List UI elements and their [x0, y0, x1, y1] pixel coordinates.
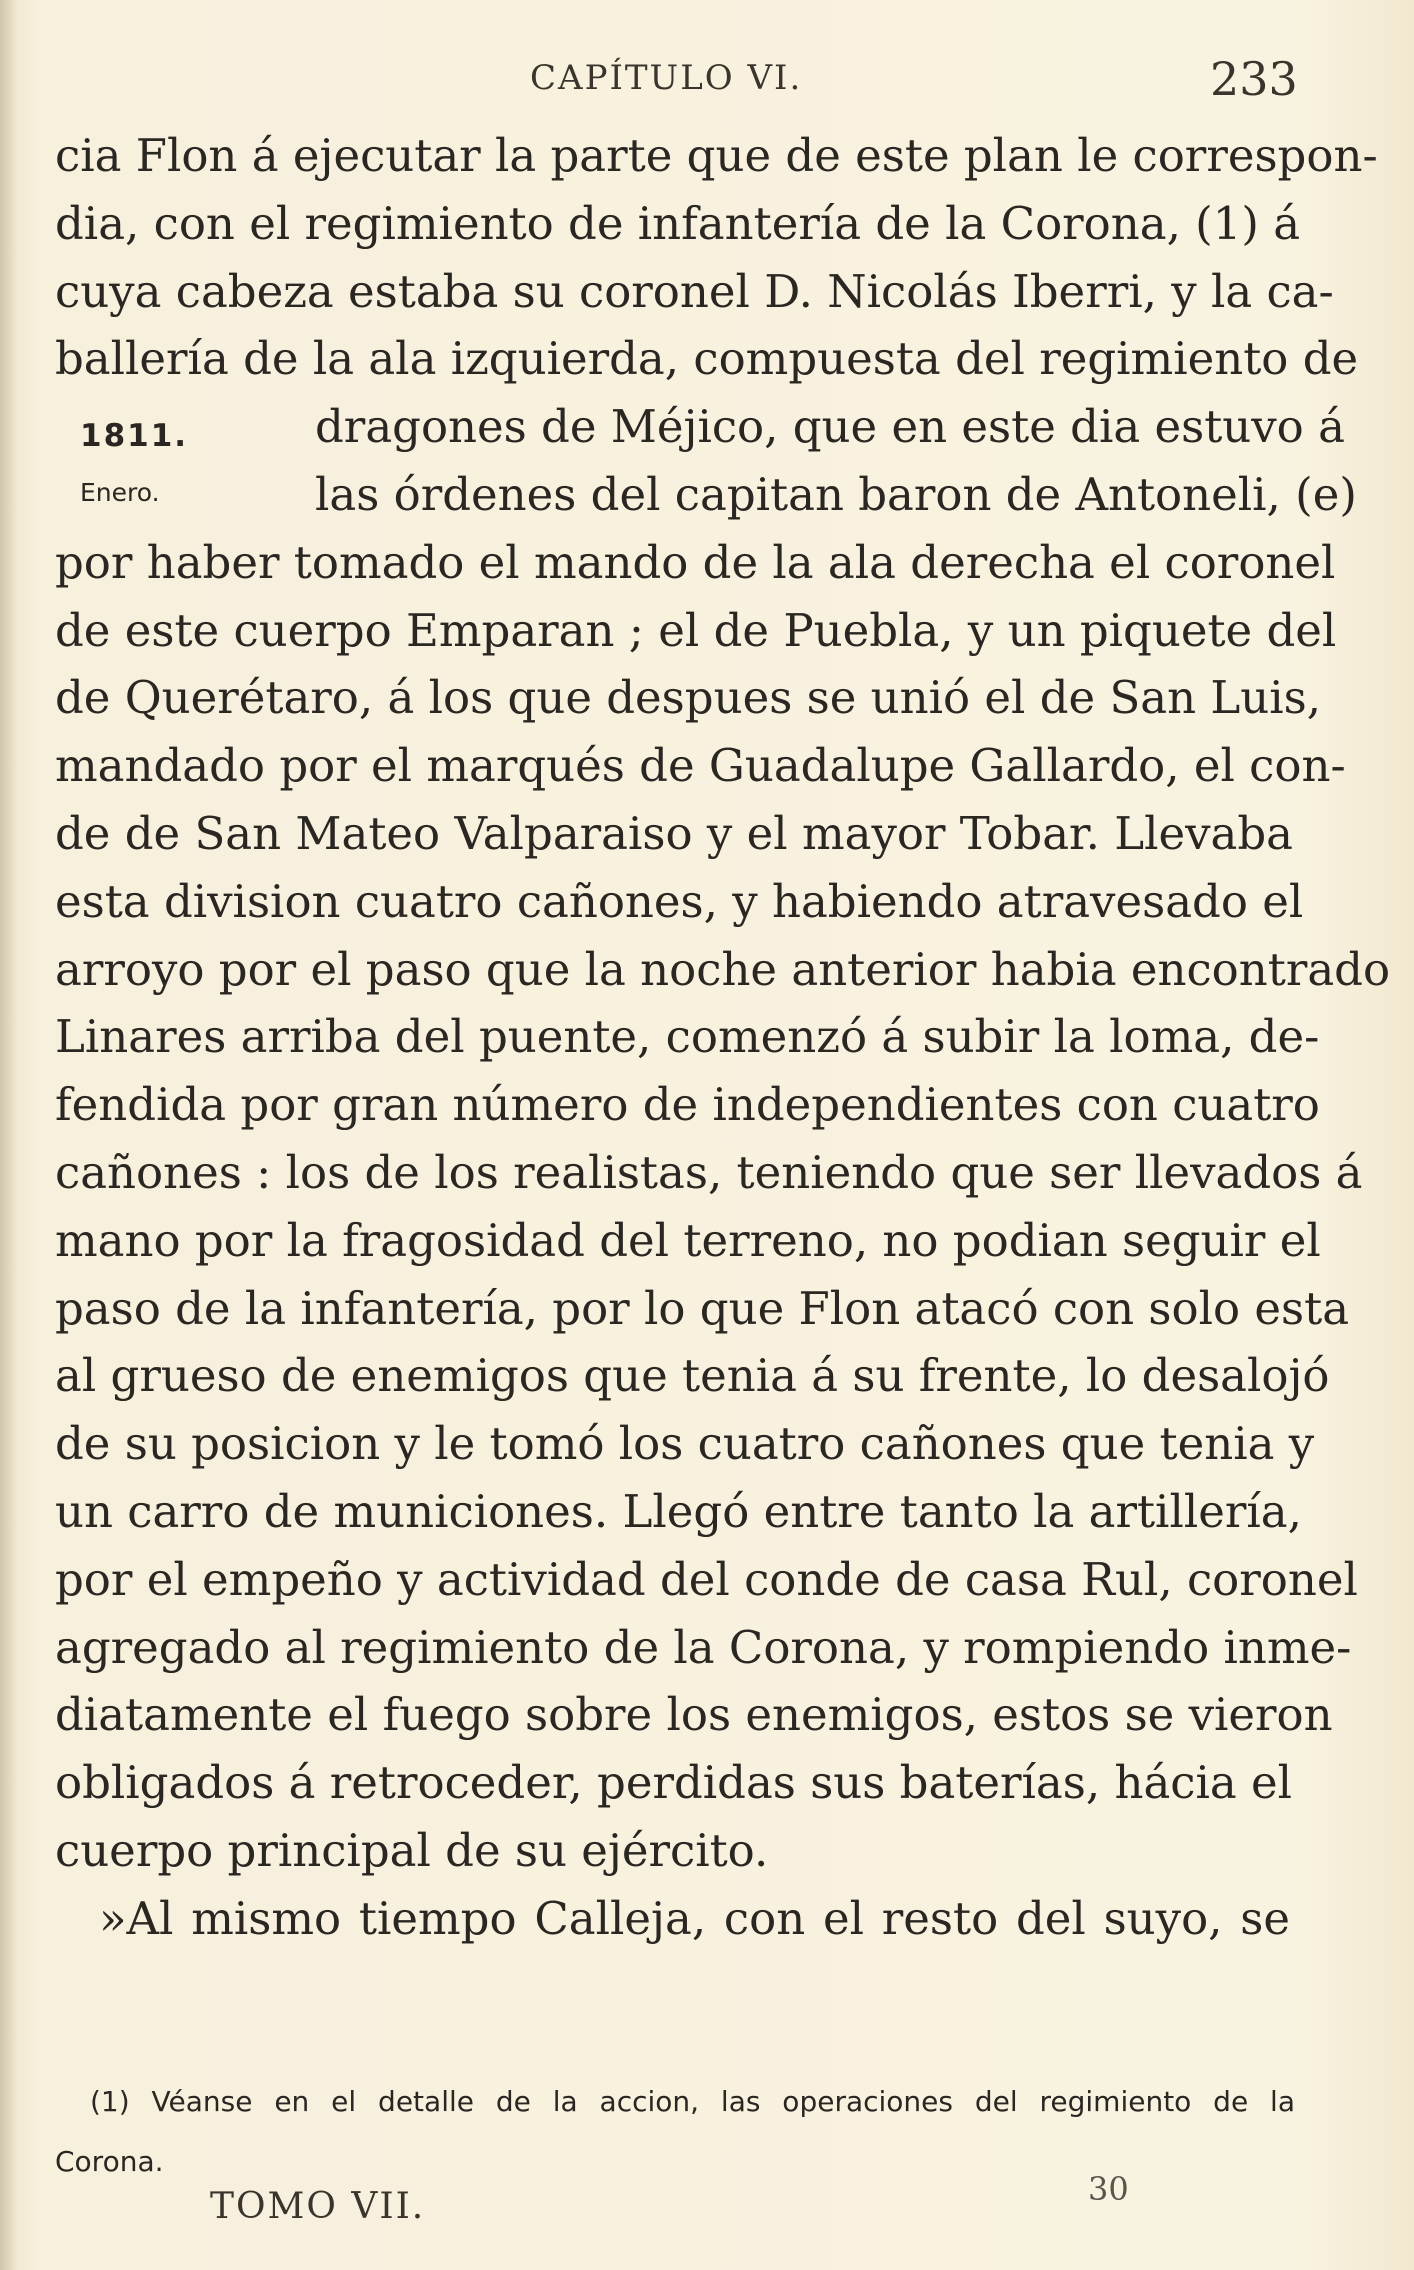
text-line: ballería de la ala izquierda, compuesta del regimiento de: [55, 332, 1359, 386]
body-text: [55, 122, 1391, 1953]
text-line: mandado por el marqués de Guadalupe Gallardo, el con-: [55, 739, 1346, 793]
text-line: esta division cuatro cañones, y habiendo atravesado el: [55, 874, 1304, 928]
text-line: agregado al regimiento de la Corona, y rompiendo inme-: [55, 1620, 1352, 1674]
footnote-line: (1) Véanse en el detalle de la accion, las operaciones del regimiento de la: [90, 2085, 1295, 2118]
text-line: cuya cabeza estaba su coronel D. Nicolás Iberri, y la ca-: [55, 264, 1334, 318]
text-line: cia Flon á ejecutar la parte que de este plan le correspon-: [55, 129, 1378, 182]
volume-signature: TOMO VII.: [210, 2186, 426, 2227]
text-line: arroyo por el paso que la noche anterior habia encontrado: [55, 942, 1391, 996]
text-line: obligados á retroceder, perdidas sus baterías, hácia el: [55, 1756, 1293, 1810]
text-line: fendida por gran número de independientes con cuatro: [55, 1078, 1320, 1132]
sheet-number: 30: [1088, 2170, 1129, 2208]
page-number: 233: [1210, 52, 1298, 106]
text-line: por el empeño y actividad del conde de casa Rul, coronel: [55, 1552, 1358, 1606]
text-line: de este cuerpo Emparan ; el de Puebla, y un piquete del: [55, 603, 1337, 657]
text-line: paso de la infantería, por lo que Flon atacó con solo esta: [55, 1281, 1350, 1335]
text-line: de su posicion y le tomó los cuatro cañones que tenia y: [55, 1417, 1315, 1471]
text-line: las órdenes del capitan baron de Antoneli, (e): [315, 467, 1357, 521]
text-line: un carro de municiones. Llegó entre tanto la artillería,: [55, 1484, 1302, 1538]
page-edge-shadow: [0, 0, 18, 2270]
text-line: diatamente el fuego sobre los enemigos, estos se vieron: [55, 1688, 1333, 1742]
margin-note-year: 1811.: [80, 418, 189, 454]
text-line: cañones : los de los realistas, teniendo que ser llevados á: [55, 1145, 1363, 1199]
text-line: dragones de Méjico, que en este dia estuvo á: [315, 400, 1345, 454]
text-line: cuerpo principal de su ejército.: [55, 1823, 769, 1877]
text-line: de de San Mateo Valparaiso y el mayor Tobar. Llevaba: [55, 806, 1293, 860]
text-line: dia, con el regimiento de infantería de la Corona, (1) á: [55, 196, 1301, 250]
margin-note-month: Enero.: [80, 478, 160, 507]
text-line: por haber tomado el mando de la ala derecha el coronel: [55, 535, 1336, 589]
text-line: al grueso de enemigos que tenia á su frente, lo desalojó: [55, 1349, 1330, 1403]
page-header: [0, 52, 1414, 118]
text-line: mano por la fragosidad del terreno, no podian seguir el: [55, 1213, 1321, 1267]
text-line: de Querétaro, á los que despues se unió el de San Luis,: [55, 671, 1322, 725]
footnote-line: Corona.: [55, 2145, 164, 2178]
text-line: »Al mismo tiempo Calleja, con el resto del suyo, se: [99, 1891, 1290, 1945]
text-line: Linares arriba del puente, comenzó á subir la loma, de-: [55, 1010, 1320, 1064]
running-head: CAPÍTULO VI.: [530, 58, 803, 98]
